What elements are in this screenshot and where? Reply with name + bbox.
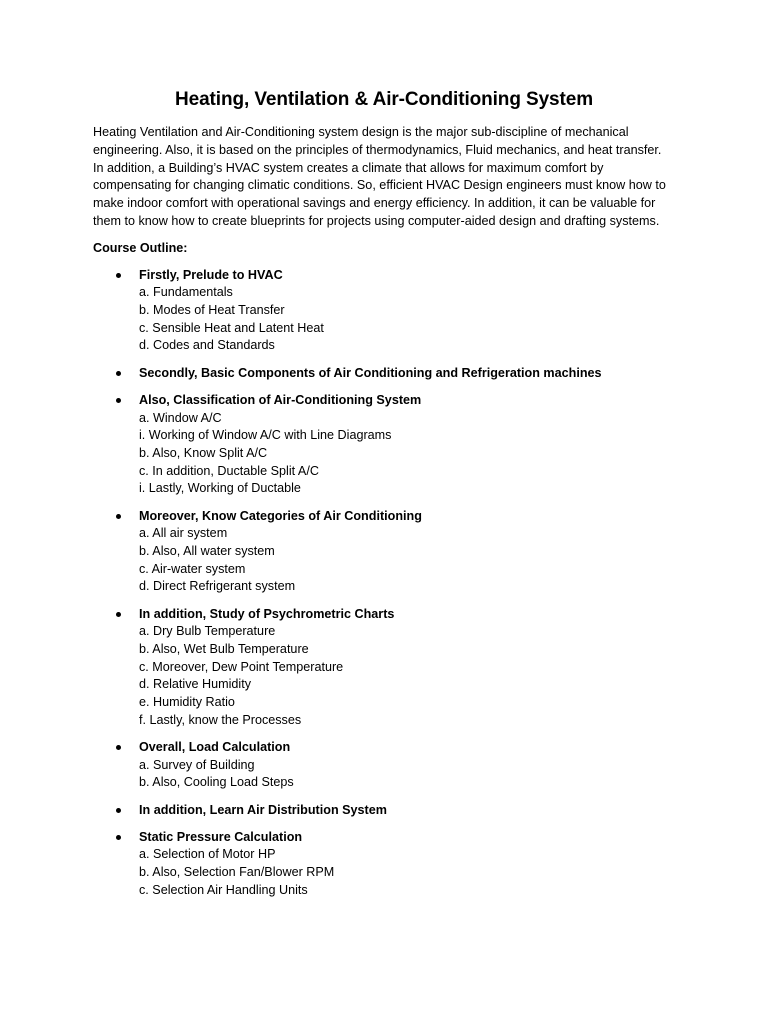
bullet-icon bbox=[116, 745, 121, 750]
section-subitem: b. Also, Wet Bulb Temperature bbox=[139, 641, 309, 656]
section-subitem: c. Air-water system bbox=[139, 561, 246, 576]
section-subitem: a. Survey of Building bbox=[139, 757, 255, 772]
outline-section bbox=[93, 508, 675, 597]
page-title: Heating, Ventilation & Air-Conditioning System bbox=[175, 89, 593, 110]
outline-section bbox=[93, 829, 675, 900]
section-subitem: d. Codes and Standards bbox=[139, 338, 275, 353]
outline-section bbox=[93, 802, 675, 820]
section-subitem: d. Relative Humidity bbox=[139, 677, 251, 692]
section-title: Static Pressure Calculation bbox=[139, 829, 303, 844]
section-subitem: b. Also, Cooling Load Steps bbox=[139, 775, 294, 790]
outline-section bbox=[93, 267, 675, 356]
outline-heading: Course Outline: bbox=[93, 240, 188, 255]
section-title: Moreover, Know Categories of Air Conditioning bbox=[139, 508, 422, 523]
outline-section bbox=[93, 606, 675, 730]
bullet-icon bbox=[116, 273, 121, 278]
bullet-icon bbox=[116, 514, 121, 519]
section-subitem: i. Lastly, Working of Ductable bbox=[139, 481, 301, 496]
outline-section bbox=[93, 365, 675, 383]
bullet-icon bbox=[116, 835, 121, 840]
bullet-icon bbox=[116, 398, 121, 403]
bullet-icon bbox=[116, 371, 121, 376]
section-subitem: c. Sensible Heat and Latent Heat bbox=[139, 320, 324, 335]
section-title: Also, Classification of Air-Conditioning System bbox=[139, 392, 422, 407]
section-subitem: e. Humidity Ratio bbox=[139, 695, 235, 710]
section-subitem: a. All air system bbox=[139, 526, 228, 541]
section-subitem: a. Window A/C bbox=[139, 410, 222, 425]
section-subitem: f. Lastly, know the Processes bbox=[139, 712, 302, 727]
section-subitem: a. Selection of Motor HP bbox=[139, 847, 276, 862]
section-subitem: a. Dry Bulb Temperature bbox=[139, 624, 276, 639]
section-subitem: c. In addition, Ductable Split A/C bbox=[139, 463, 319, 478]
section-subitem: c. Selection Air Handling Units bbox=[139, 882, 308, 897]
intro-paragraph: Heating Ventilation and Air-Conditioning system design is the major sub-discipline of mechanical engineering. Also, it is based on the principles of thermodynamics, Fluid mechanics, and heat transfer. In addition, a Building’s HVAC system creates a climate that allows for maximum comfort by compensating for changing climatic conditions. So, efficient HVAC Design engineers must know how to make indoor comfort with operational savings and energy efficiency. In addition, it can be valuable for them to know how to create blueprints for projects using computer-aided design and drafting systems. bbox=[93, 125, 666, 228]
section-title: Firstly, Prelude to HVAC bbox=[139, 267, 283, 282]
section-subitem: b. Also, All water system bbox=[139, 543, 275, 558]
section-subitem: i. Working of Window A/C with Line Diagrams bbox=[139, 428, 392, 443]
bullet-icon bbox=[116, 612, 121, 617]
outline-section bbox=[93, 392, 675, 498]
course-outline-list bbox=[93, 267, 675, 900]
outline-section bbox=[93, 739, 675, 792]
bullet-icon bbox=[116, 808, 121, 813]
section-subitem: b. Also, Selection Fan/Blower RPM bbox=[139, 865, 335, 880]
section-title: Secondly, Basic Components of Air Conditioning and Refrigeration machines bbox=[139, 365, 602, 380]
section-subitem: b. Modes of Heat Transfer bbox=[139, 302, 285, 317]
section-subitem: b. Also, Know Split A/C bbox=[139, 445, 268, 460]
section-title: In addition, Study of Psychrometric Charts bbox=[139, 606, 395, 621]
section-title: Overall, Load Calculation bbox=[139, 739, 291, 754]
section-subitem: c. Moreover, Dew Point Temperature bbox=[139, 659, 344, 674]
section-subitem: a. Fundamentals bbox=[139, 285, 233, 300]
section-title: In addition, Learn Air Distribution System bbox=[139, 802, 387, 817]
section-subitem: d. Direct Refrigerant system bbox=[139, 579, 296, 594]
